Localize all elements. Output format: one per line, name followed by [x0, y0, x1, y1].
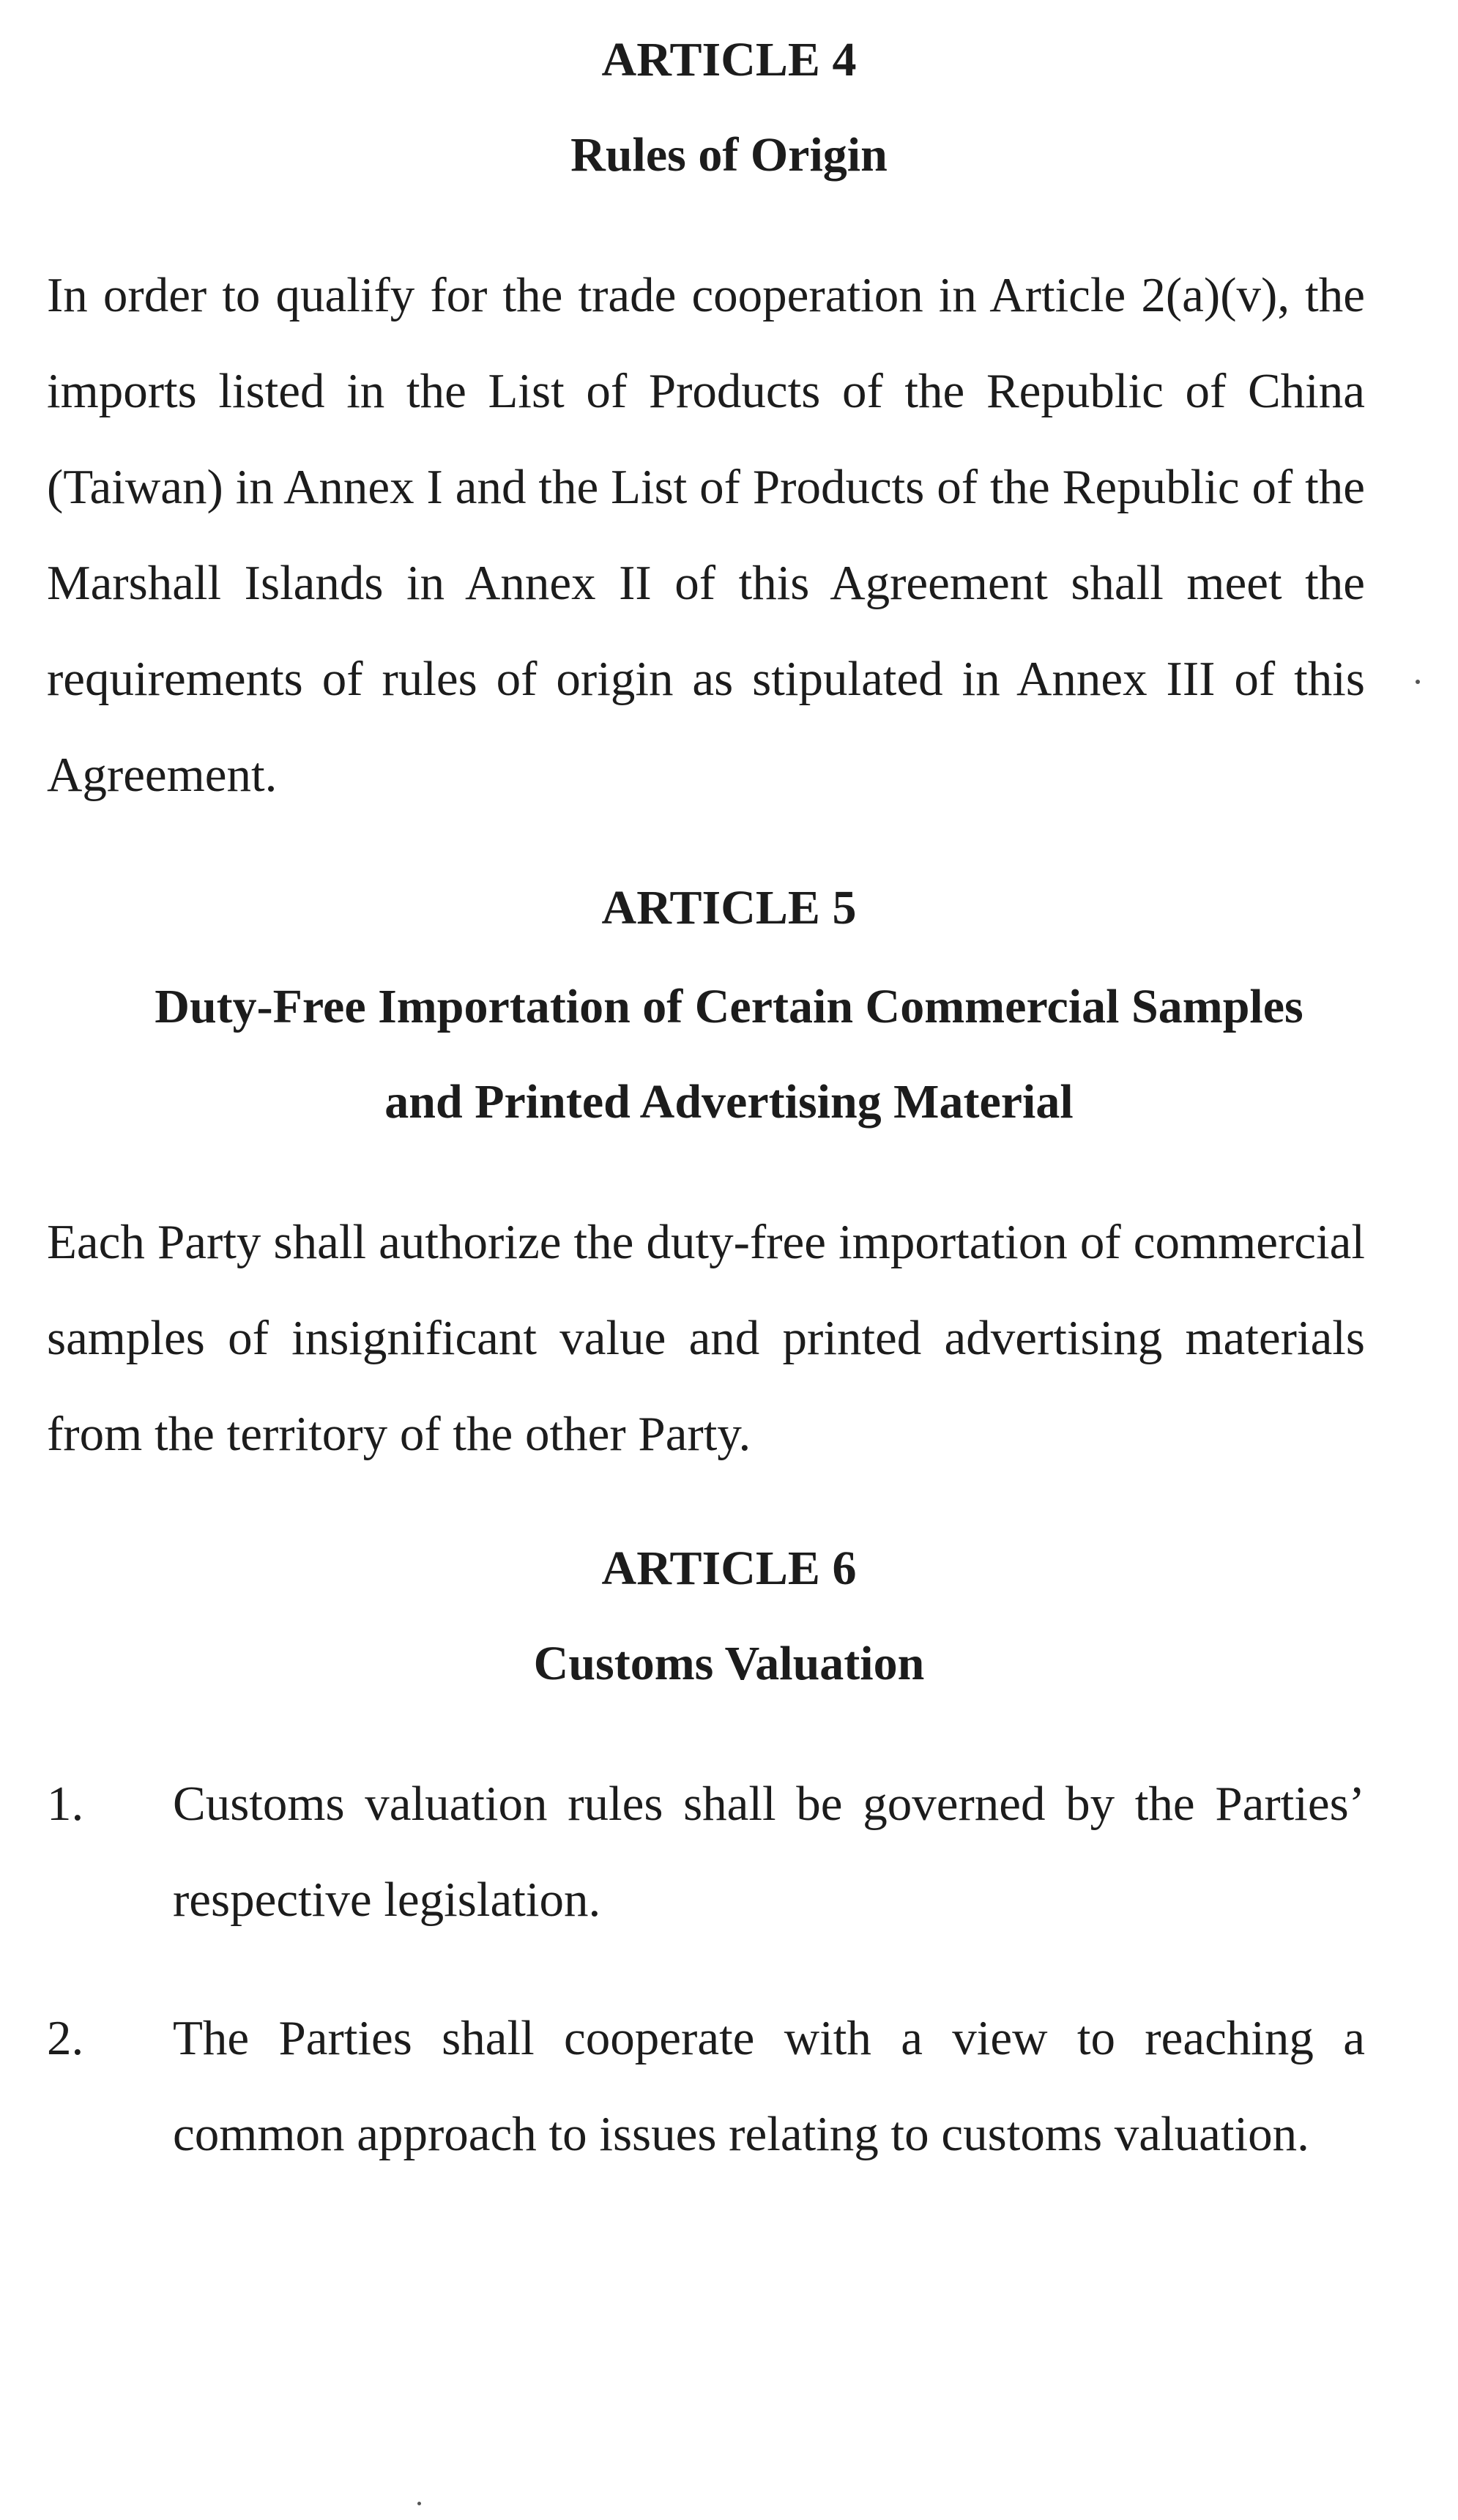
- article-6-item-2-number: 2.: [47, 2011, 84, 2065]
- article-6-item-1-text: Customs valuation rules shall be governed by the Parties’ respective legislation.: [173, 1777, 1365, 1927]
- article-4-title: Rules of Origin: [570, 128, 888, 182]
- article-6-title: Customs Valuation: [533, 1637, 925, 1690]
- article-6-item-2: [47, 1991, 1365, 2278]
- article-6-item-1: [47, 1756, 1365, 1948]
- article-6-item-1-number: 1.: [47, 1777, 84, 1831]
- article-6-number: ARTICLE 6: [601, 1542, 857, 1595]
- article-5-body: Each Party shall authorize the duty-free importation of commercial samples of insignificant value and printed advertising materials from the territory of the other Party.: [47, 1215, 1365, 1461]
- article-4-body: In order to qualify for the trade cooperation in Article 2(a)(v), the imports listed in the List of Products of the Republic of China (Taiwan) in Annex I and the List of Products of the Republic of the Marshall Islands in Annex II of this Agreement shall meet the requirements of rules of origin as stipulated in Annex III of this Agreement.: [47, 268, 1365, 802]
- scan-speck: [417, 2502, 421, 2505]
- article-5-title-line-1: Duty-Free Importation of Certain Commercial Samples: [155, 980, 1303, 1033]
- article-5-title-line-2: and Printed Advertising Material: [384, 1075, 1074, 1129]
- scan-speck: [1416, 680, 1420, 684]
- article-4-number: ARTICLE 4: [601, 33, 857, 86]
- article-5-number: ARTICLE 5: [601, 881, 857, 934]
- article-6-item-2-text: The Parties shall cooperate with a view to reaching a common approach to issues relating to customs valuation.: [173, 2011, 1365, 2161]
